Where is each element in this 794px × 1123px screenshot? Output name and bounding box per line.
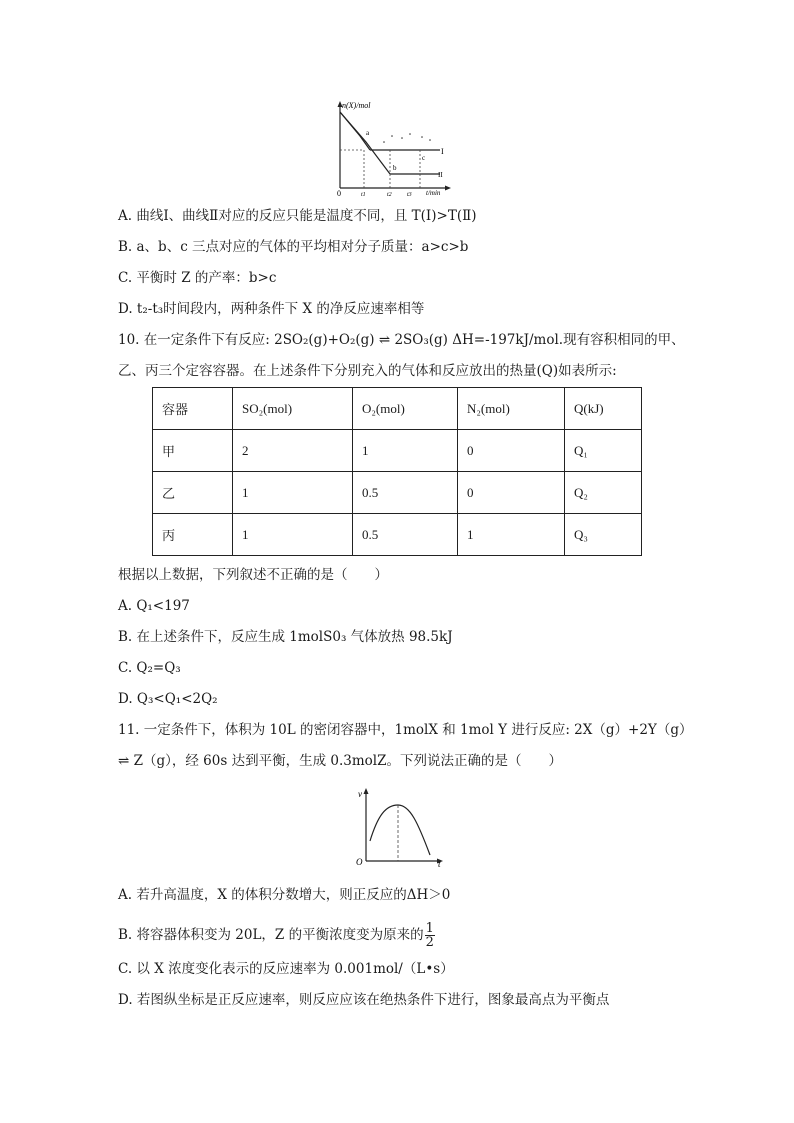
- table-cell: 1: [233, 472, 353, 514]
- rate-curve: [370, 805, 430, 855]
- point-label-a: a: [366, 129, 370, 137]
- q10-option-a: A. Q₁<197: [118, 598, 190, 614]
- table-cell: 2: [233, 430, 353, 472]
- x-axis-label: t: [438, 859, 441, 867]
- header-cell: N₂(mol): [458, 388, 565, 430]
- half-fraction: [425, 922, 435, 949]
- origin-label: 0: [337, 189, 341, 198]
- q10-option-c: C. Q₂=Q₃: [118, 660, 181, 676]
- fraction-numerator: 1: [425, 921, 434, 936]
- tick-t1: t1: [361, 192, 366, 198]
- y-axis-arrow: [364, 788, 369, 794]
- q10-question: 根据以上数据，下列叙述不正确的是（ ）: [118, 567, 388, 583]
- y-axis-label: v: [358, 789, 362, 799]
- table-row: [153, 430, 642, 472]
- curve-label-I: I: [441, 147, 444, 156]
- q11-option-c: C. 以 X 浓度变化表示的反应速率为 0.001mol/（L•s）: [118, 961, 454, 977]
- point-label-c: c: [422, 154, 426, 162]
- table-cell: 1: [353, 430, 458, 472]
- q11-option-b: [118, 922, 435, 949]
- q9-option-a: A. 曲线Ⅰ、曲线Ⅱ对应的反应只能是温度不同，且 T(Ⅰ)>T(Ⅱ): [118, 208, 477, 224]
- q10-option-d: D. Q₃<Q₁<2Q₂: [118, 691, 218, 707]
- table-cell: 0: [458, 472, 565, 514]
- x-axis-label: t/min: [426, 189, 441, 197]
- q9-option-b: B. a、b、c 三点对应的气体的平均相对分子质量：a>c>b: [118, 239, 469, 255]
- tick-t3: t3: [407, 192, 412, 198]
- q11-stem-line2: ⇌ Z（g），经 60s 达到平衡，生成 0.3molZ。下列说法正确的是（ ）: [118, 753, 562, 769]
- header-cell: O₂(mol): [353, 388, 458, 430]
- table-cell: Q₁: [565, 430, 642, 472]
- table-cell: 0: [458, 430, 565, 472]
- q10-option-b: B. 在上述条件下，反应生成 1molS0₃ 气体放热 98.5kJ: [118, 629, 453, 645]
- table-cell: 甲: [153, 430, 233, 472]
- table-cell: 0.5: [353, 472, 458, 514]
- table-cell: Q₂: [565, 472, 642, 514]
- table-cell: 1: [458, 514, 565, 556]
- q10-stem-line2: 乙、丙三个定容容器。在上述条件下分别充入的气体和反应放出的热量(Q)如表所示:: [118, 363, 617, 379]
- q9-option-c: C. 平衡时 Z 的产率：b>c: [118, 270, 277, 286]
- table-header-row: [153, 388, 642, 430]
- q10-stem-line1: 10. 在一定条件下有反应: 2SO₂(g)+O₂(g) ⇌ 2SO₃(g) ΔH=-197kJ/mol.现有容积相同的甲、: [118, 332, 685, 348]
- q11-option-b-text: B. 将容器体积变为 20L，Z 的平衡浓度变为原来的: [118, 927, 424, 943]
- table-cell: Q₃: [565, 514, 642, 556]
- rate-time-graph: [352, 785, 447, 867]
- y-axis-label: n(X)/mol: [342, 101, 371, 110]
- q11-option-d: D. 若图纵坐标是正反应速率，则反应应该在绝热条件下进行，图象最高点为平衡点: [118, 992, 610, 1008]
- header-cell: 容器: [153, 388, 233, 430]
- origin-label: O: [356, 857, 363, 867]
- q11-option-a: A. 若升高温度，X 的体积分数增大，则正反应的ΔH＞0: [118, 887, 451, 903]
- table-cell: 1: [233, 514, 353, 556]
- q9-option-d: D. t₂-t₃时间段内，两种条件下 X 的净反应速率相等: [118, 301, 425, 317]
- curve-label-II: II: [438, 171, 443, 179]
- table-cell: 丙: [153, 514, 233, 556]
- fraction-denominator: 2: [425, 935, 434, 950]
- nx-time-graph: [330, 98, 455, 198]
- q11-stem-line1: 11. 一定条件下，体积为 10L 的密闭容器中，1molX 和 1mol Y 进行反应: 2X（g）+2Y（g）: [118, 722, 693, 738]
- tick-t2: t2: [387, 192, 392, 198]
- table-cell: 0.5: [353, 514, 458, 556]
- table-row: [153, 472, 642, 514]
- table-row: [153, 514, 642, 556]
- gas-heat-table: [152, 387, 642, 556]
- table-cell: 乙: [153, 472, 233, 514]
- header-cell: SO₂(mol): [233, 388, 353, 430]
- x-axis-arrow: [445, 186, 451, 191]
- header-cell: Q(kJ): [565, 388, 642, 430]
- point-label-b: b: [393, 164, 397, 172]
